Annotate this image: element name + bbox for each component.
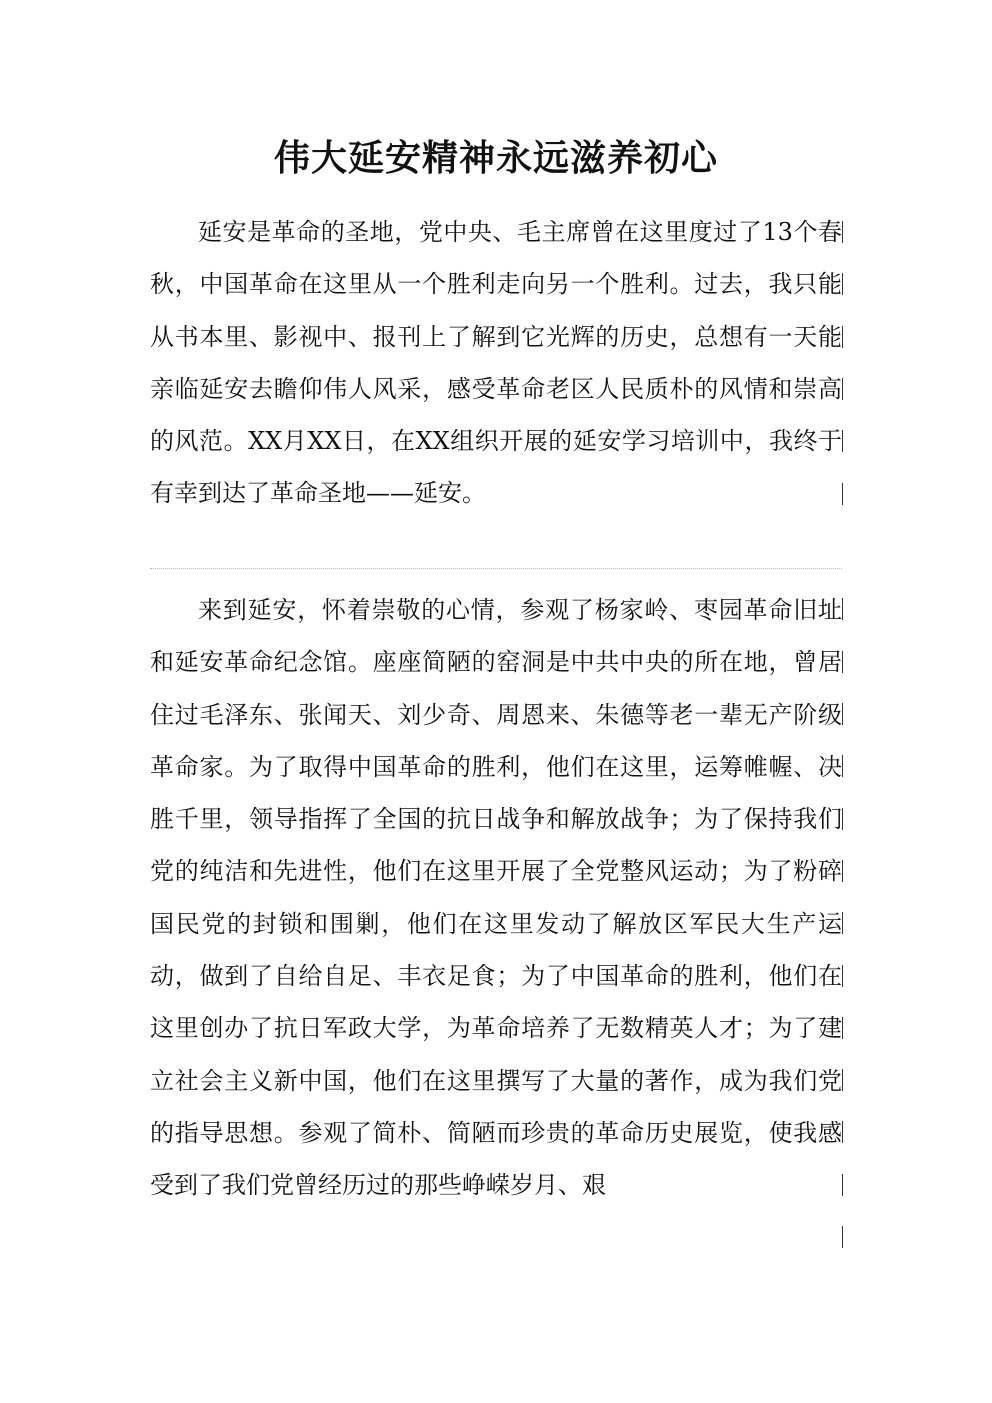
margin-mark (842, 1121, 843, 1143)
margin-mark (842, 912, 843, 934)
paragraph-2: 来到延安，怀着崇敬的心情，参观了杨家岭、枣园革命旧址和延安革命纪念馆。座座简陋的窑洞是中共中央的所在地，曾居住过毛泽东、张闻天、刘少奇、周恩来、朱德等老一辈无产阶级革命家。为了取得中国革命的胜利，他们在这里，运筹帷幄、决胜千里，领导指挥了全国的抗日战争和解放战争；为了保持我们党的纯洁和先进性，他们在这里开展了全党整风运动；为了粉碎国民党的封锁和围剿，他们在这里发动了解放区军民大生产运动，做到了自给自足、丰衣足食；为了中国革命的胜利，他们在这里创办了抗日军政大学，为革命培养了无数精英人才；为了建立社会主义新中国，他们在这里撰写了大量的著作，成为我们党的指导思想。参观了简朴、简陋而珍贵的革命历史展览，使我感受到了我们党曾经历过的那些峥嵘岁月、艰 (150, 596, 842, 1200)
margin-mark (842, 326, 843, 348)
margin-mark (842, 483, 843, 505)
margin-mark (842, 808, 843, 830)
margin-mark (842, 273, 843, 295)
margin-mark (842, 430, 843, 452)
margin-mark (842, 1069, 843, 1091)
margin-mark (842, 1226, 843, 1248)
margin-mark (842, 378, 843, 400)
margin-mark (842, 860, 843, 882)
margin-mark (842, 703, 843, 725)
margin-mark (842, 1017, 843, 1039)
margin-mark (842, 651, 843, 673)
section-divider (150, 568, 842, 569)
paragraph-1: 延安是革命的圣地，党中央、毛主席曾在这里度过了13个春秋，中国革命在这里从一个胜利走向另一个胜利。过去，我只能从书本里、影视中、报刊上了解到它光辉的历史，总想有一天能亲临延安去瞻仰伟人风采，感受革命老区人民质朴的风情和崇高的风范。XX月XX日，在XX组织开展的延安学习培训中，我终于有幸到达了革命圣地——延安。 (150, 218, 842, 508)
margin-mark (842, 965, 843, 987)
margin-mark (842, 755, 843, 777)
margin-mark (842, 598, 843, 620)
margin-mark (842, 221, 843, 243)
document-title: 伟大延安精神永远滋养初心 (273, 137, 718, 179)
margin-mark (842, 1174, 843, 1196)
